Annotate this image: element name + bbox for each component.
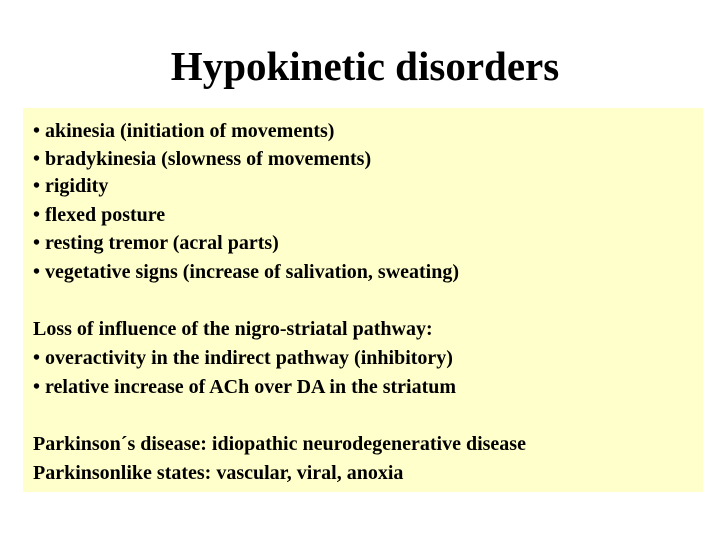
cause-parkinsons-disease: Parkinson´s disease: idiopathic neurodegenerative disease xyxy=(33,433,526,455)
mechanism-indirect-pathway: • overactivity in the indirect pathway (inhibitory) xyxy=(33,347,453,369)
symptom-resting-tremor: • resting tremor (acral parts) xyxy=(33,232,279,254)
symptom-flexed-posture: • flexed posture xyxy=(33,204,166,226)
cause-parkinsonlike-states: Parkinsonlike states: vascular, viral, anoxia xyxy=(33,462,404,484)
slide-title: Hypokinetic disorders xyxy=(170,43,560,89)
content-box xyxy=(23,108,703,492)
symptom-rigidity: • rigidity xyxy=(33,175,109,197)
symptom-bradykinesia: • bradykinesia (slowness of movements) xyxy=(33,148,372,170)
mechanism-ach-over-da: • relative increase of ACh over DA in the striatum xyxy=(33,376,457,398)
symptom-vegetative-signs: • vegetative signs (increase of salivation, sweating) xyxy=(33,261,460,283)
symptom-akinesia: • akinesia (initiation of movements) xyxy=(33,120,335,142)
mechanism-heading: Loss of influence of the nigro-striatal pathway: xyxy=(33,318,433,340)
